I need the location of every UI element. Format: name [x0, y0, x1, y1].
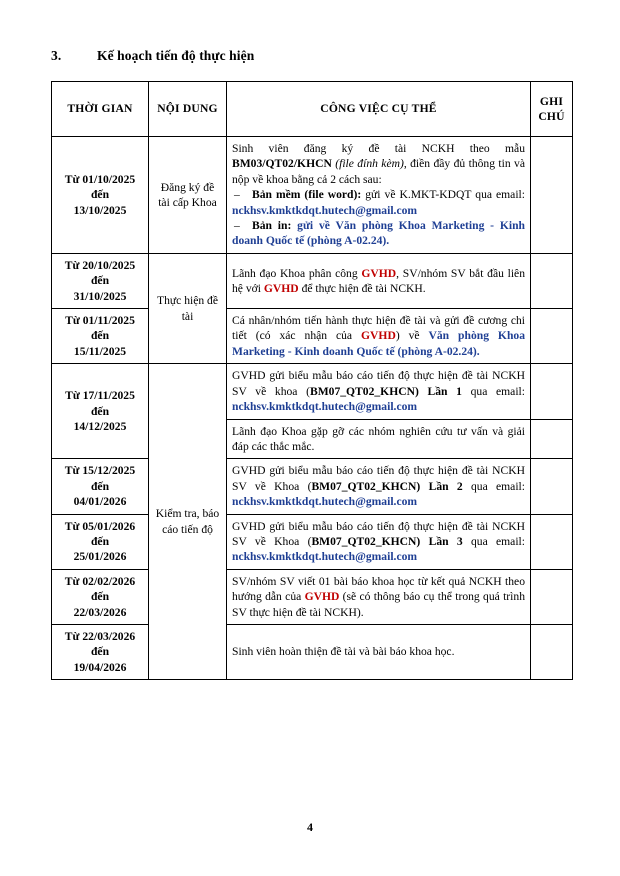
- work-text: SV/nhóm SV viết 01 bài báo khoa học từ kết quả NCKH theo hướng dẫn của: [232, 574, 525, 604]
- work-text: Sinh viên hoàn thiện đề tài và bài báo khoa học.: [232, 645, 455, 659]
- gvhd-highlight: GVHD: [304, 590, 340, 604]
- table-row: [52, 624, 573, 679]
- cell-note: [531, 514, 573, 569]
- cell-note: [531, 459, 573, 514]
- office-address: gửi về Văn phòng Khoa Marketing - Kinh doanh Quốc tế (phòng A-02.24).: [232, 219, 526, 248]
- work-text: GVHD gửi biểu mẫu báo cáo tiến độ thực hiện đề tài NCKH SV về Khoa (: [232, 519, 525, 548]
- cell-note: [531, 419, 573, 459]
- cell-content: Kiểm tra, báo cáo tiến độ: [149, 364, 227, 680]
- time-line: đến: [90, 329, 110, 343]
- table-row: [52, 309, 573, 364]
- time-line: Từ 15/12/2025: [64, 464, 136, 478]
- section-title: Kế hoạch tiến độ thực hiện: [97, 48, 255, 63]
- cell-note: [531, 364, 573, 419]
- form-code: BM07_QT02_KHCN) Lần 1: [309, 384, 462, 398]
- time-line: Từ 02/02/2026: [64, 574, 136, 588]
- table-row: [52, 364, 573, 419]
- table-header-row: [52, 82, 573, 137]
- time-line: đến: [90, 590, 110, 604]
- work-text: GVHD gửi biểu mẫu báo cáo tiến độ thực hiện đề tài NCKH SV về Khoa (: [232, 464, 525, 493]
- gvhd-highlight: GVHD: [263, 281, 299, 295]
- schedule-table: [51, 81, 573, 680]
- time-line: 25/01/2026: [73, 550, 127, 564]
- work-text: Sinh viên đăng ký đề tài NCKH theo mẫu: [232, 142, 525, 155]
- cell-work: [227, 253, 531, 308]
- column-header-content: NỘI DUNG: [149, 82, 227, 137]
- form-code: BM07_QT02_KHCN) Lần 3: [311, 534, 463, 548]
- time-line: 13/10/2025: [73, 203, 127, 217]
- time-line: Từ 05/01/2026: [64, 519, 136, 533]
- time-line: 04/01/2026: [73, 495, 127, 509]
- time-line: 14/12/2025: [73, 420, 127, 433]
- time-line: 31/10/2025: [73, 289, 127, 303]
- cell-content: Thực hiện đề tài: [149, 253, 227, 363]
- work-text: , SV/nhóm SV bắt đầu liên hệ với: [232, 266, 525, 295]
- cell-time: [52, 624, 149, 679]
- table-row: [52, 514, 573, 569]
- cell-work: [227, 137, 531, 254]
- cell-time: [52, 137, 149, 254]
- time-line: đến: [90, 645, 110, 659]
- time-line: Từ 22/03/2026: [64, 629, 136, 643]
- email-address: nckhsv.kmktkdqt.hutech@gmail.com: [232, 550, 418, 564]
- section-number: 3.: [51, 48, 62, 63]
- work-text: để thực hiện đề tài NCKH.: [298, 281, 426, 295]
- work-text: ) về: [395, 329, 429, 343]
- cell-time: [52, 309, 149, 364]
- dash-icon: –: [234, 188, 240, 202]
- table-row: [52, 137, 573, 254]
- time-line: 19/04/2026: [73, 660, 127, 674]
- time-line: đến: [90, 404, 110, 418]
- page-number: 4: [307, 820, 313, 834]
- work-text: GVHD gửi biểu mẫu báo cáo tiến độ thực hiện đề tài NCKH SV về khoa (: [232, 369, 525, 398]
- time-line: Từ 17/11/2025: [65, 389, 135, 403]
- cell-time: [52, 253, 149, 308]
- form-code: BM03/QT02/KHCN: [232, 157, 332, 171]
- table-row: [52, 459, 573, 514]
- work-text: (sẽ có thông báo cụ thể trong quá trình SV thực hiện đề tài NCKH).: [232, 590, 525, 619]
- time-line: đến: [90, 188, 110, 202]
- cell-time: [52, 364, 149, 459]
- dash-icon: –: [234, 219, 240, 233]
- work-text: qua email:: [462, 534, 525, 548]
- table-row: [52, 253, 573, 308]
- time-line: đến: [90, 534, 110, 548]
- work-text: Lãnh đạo Khoa gặp gỡ các nhóm nghiên cứu tư vấn và giải đáp các thắc mắc.: [232, 424, 525, 453]
- cell-work: [227, 309, 531, 364]
- cell-work: [227, 459, 531, 514]
- cell-work: [227, 364, 531, 419]
- time-line: đến: [90, 274, 110, 288]
- time-line: 15/11/2025: [73, 344, 127, 358]
- work-note-italic: (file đính kèm): [331, 157, 404, 171]
- email-address: nckhsv.kmktkdqt.hutech@gmail.com: [232, 203, 418, 217]
- work-text: qua email:: [462, 479, 525, 493]
- table-row: [52, 569, 573, 624]
- cell-content: Đăng ký đề tài cấp Khoa: [149, 137, 227, 254]
- cell-note: [531, 137, 573, 254]
- work-text: Cá nhân/nhóm tiến hành thực hiện đề tài và gửi đề cương chi tiết (có xác nhận của: [232, 314, 525, 343]
- form-code: BM07_QT02_KHCN) Lần 2: [311, 479, 463, 493]
- work-text: Lãnh đạo Khoa phân công: [232, 266, 362, 280]
- time-line: Từ 01/11/2025: [65, 314, 135, 328]
- cell-time: [52, 459, 149, 514]
- time-line: Từ 20/10/2025: [64, 258, 136, 272]
- cell-note: [531, 569, 573, 624]
- work-bullet: [232, 218, 525, 249]
- cell-note: [531, 624, 573, 679]
- cell-note: [531, 309, 573, 364]
- gvhd-highlight: GVHD: [361, 329, 396, 343]
- bullet-text: gửi về K.MKT-KDQT qua email:: [361, 188, 525, 202]
- time-line: 22/03/2026: [73, 605, 127, 619]
- work-text: qua email:: [461, 384, 525, 398]
- bullet-label: Bản in:: [252, 219, 292, 233]
- cell-work: [227, 419, 531, 459]
- column-header-note: GHI CHÚ: [531, 82, 573, 137]
- column-header-time: THỜI GIAN: [52, 82, 149, 137]
- cell-work: [227, 569, 531, 624]
- section-heading: [51, 48, 572, 64]
- cell-time: [52, 569, 149, 624]
- office-address: Văn phòng Khoa Marketing - Kinh doanh Quốc tế (phòng A-02.24).: [232, 329, 525, 358]
- cell-work: [227, 624, 531, 679]
- bullet-label: Bản mềm (file word):: [252, 188, 362, 202]
- time-line: Từ 01/10/2025: [64, 172, 136, 186]
- work-text: , điền đầy đủ thông tin và nộp về khoa bằng cả 2 cách sau:: [232, 157, 525, 186]
- email-address: nckhsv.kmktkdqt.hutech@gmail.com: [232, 495, 418, 509]
- cell-time: [52, 514, 149, 569]
- gvhd-highlight: GVHD: [361, 266, 397, 280]
- email-address: nckhsv.kmktkdqt.hutech@gmail.com: [232, 400, 418, 414]
- column-header-work: CÔNG VIỆC CỤ THỂ: [227, 82, 531, 137]
- work-bullet: [232, 187, 525, 218]
- time-line: đến: [90, 479, 110, 493]
- cell-work: [227, 514, 531, 569]
- cell-note: [531, 253, 573, 308]
